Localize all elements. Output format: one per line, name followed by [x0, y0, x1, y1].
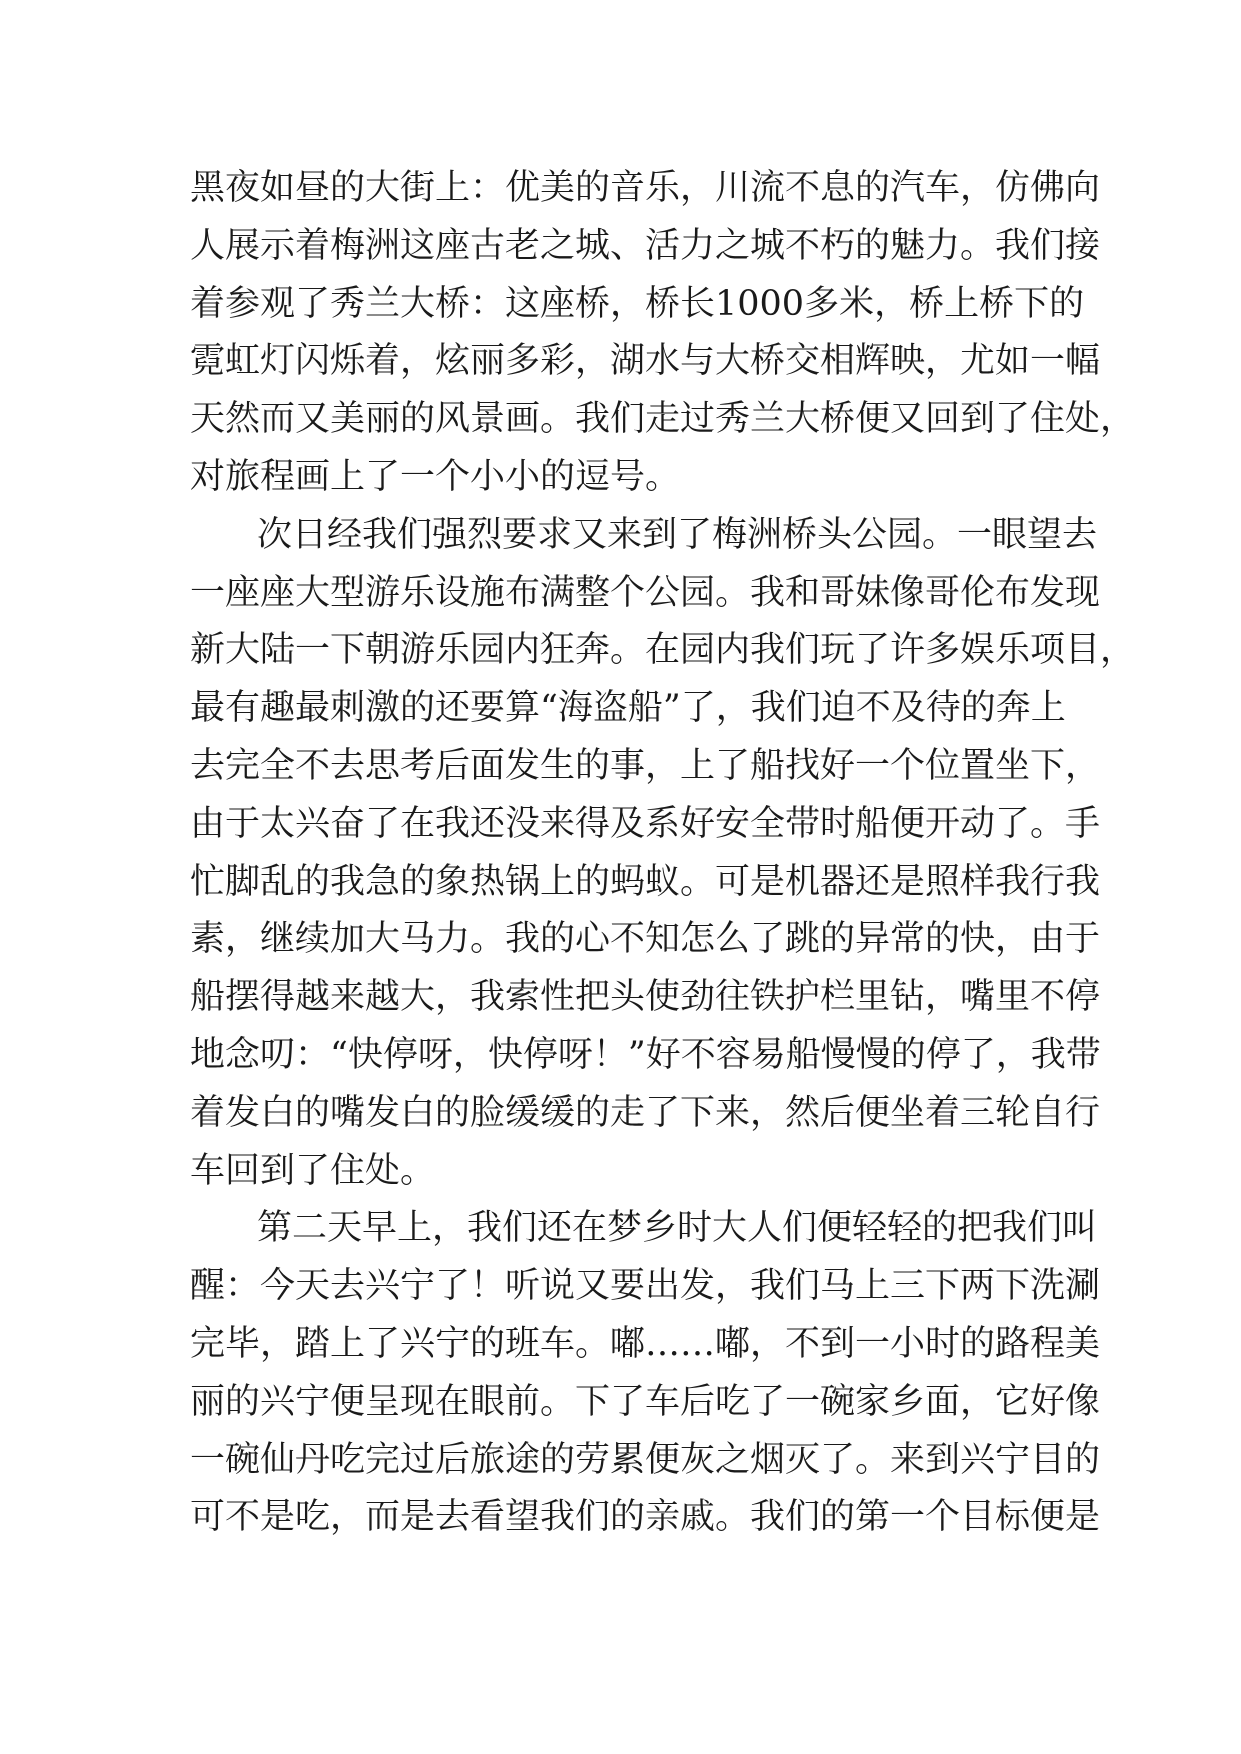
text-line: 黑夜如昼的大街上：优美的音乐，川流不息的汽车，仿佛向 [190, 168, 1101, 208]
text-line: 一座座大型游乐设施布满整个公园。我和哥妹像哥伦布发现 [190, 572, 1101, 613]
text-line: 去完全不去思考后面发生的事，上了船找好一个位置坐下， [190, 745, 1101, 786]
text-line: 忙脚乱的我急的象热锅上的蚂蚁。可是机器还是照样我行我 [190, 861, 1101, 902]
text-line: 着参观了秀兰大桥：这座桥，桥长1000多米，桥上桥下的 [190, 283, 1085, 324]
text-line: 可不是吃，而是去看望我们的亲戚。我们的第一个目标便是 [190, 1497, 1101, 1538]
text-line: 天然而又美丽的风景画。我们走过秀兰大桥便又回到了住处， [190, 399, 1136, 440]
text-line: 车回到了住处。 [190, 1150, 436, 1191]
text-line: 完毕，踏上了兴宁的班车。嘟……嘟，不到一小时的路程美 [190, 1323, 1101, 1364]
paragraph-first-line: 次日经我们强烈要求又来到了梅洲桥头公园。一眼望去 [257, 514, 1098, 555]
body-text [190, 160, 1136, 1547]
text-line: 霓虹灯闪烁着，炫丽多彩，湖水与大桥交相辉映，尤如一幅 [190, 341, 1101, 382]
paragraph-first-line: 第二天早上，我们还在梦乡时大人们便轻轻的把我们叫 [257, 1208, 1098, 1249]
text-line: 新大陆一下朝游乐园内狂奔。在园内我们玩了许多娱乐项目， [190, 630, 1136, 671]
text-line: 一碗仙丹吃完过后旅途的劳累便灰之烟灭了。来到兴宁目的 [190, 1439, 1101, 1480]
text-line: 对旅程画上了一个小小的逗号。 [190, 456, 681, 497]
text-line: 地念叨：“快停呀，快停呀！”好不容易船慢慢的停了，我带 [190, 1034, 1101, 1075]
text-line: 最有趣最刺激的还要算“海盗船”了，我们迫不及待的奔上 [190, 688, 1066, 729]
text-line: 丽的兴宁便呈现在眼前。下了车后吃了一碗家乡面，它好像 [190, 1381, 1101, 1422]
text-line: 由于太兴奋了在我还没来得及系好安全带时船便开动了。手 [190, 803, 1101, 844]
text-line: 人展示着梅洲这座古老之城、活力之城不朽的魅力。我们接 [190, 225, 1101, 266]
text-line: 着发白的嘴发白的脸缓缓的走了下来，然后便坐着三轮自行 [190, 1092, 1101, 1133]
text-line: 素，继续加大马力。我的心不知怎么了跳的异常的快，由于 [190, 919, 1101, 960]
text-line: 船摆得越来越大，我索性把头使劲往铁护栏里钻，嘴里不停 [190, 977, 1101, 1018]
text-line: 醒：今天去兴宁了！听说又要出发，我们马上三下两下洗涮 [190, 1266, 1101, 1307]
